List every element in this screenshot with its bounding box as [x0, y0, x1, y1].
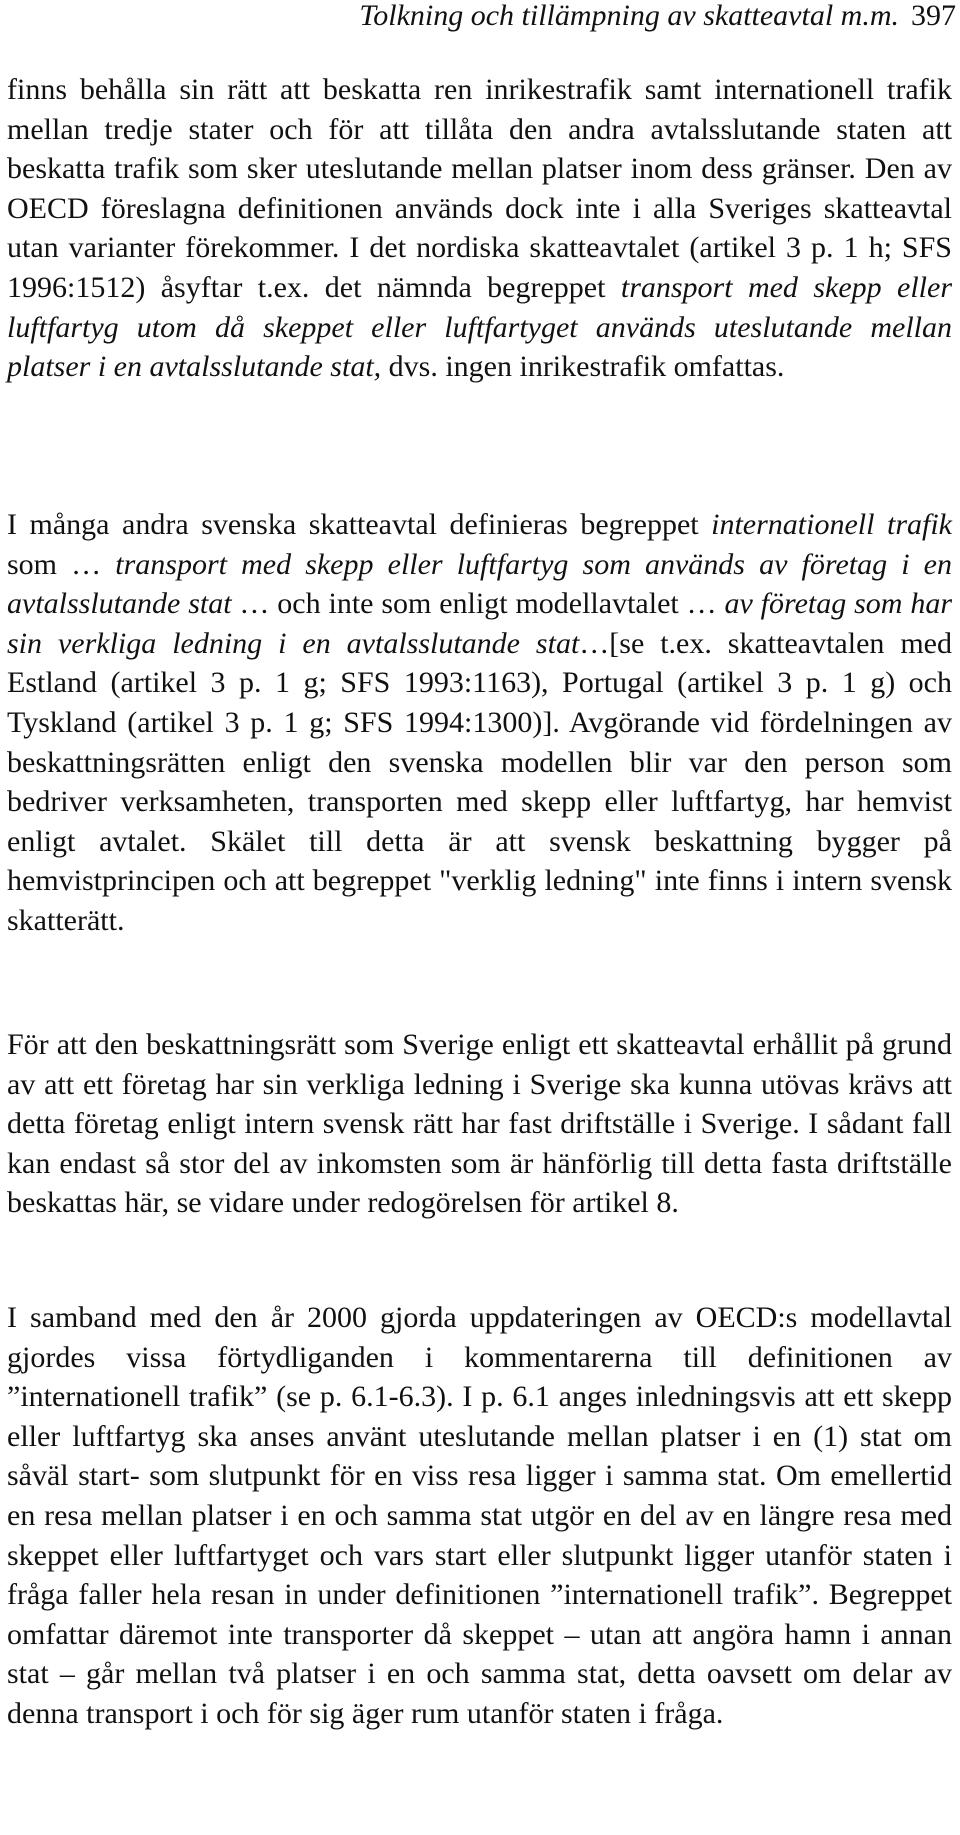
- text-run: som …: [7, 547, 116, 581]
- body-paragraph-3: [7, 1025, 952, 1223]
- running-title: Tolkning och tillämpning av skatteavtal m.m.: [359, 0, 899, 32]
- italic-text-run: transport med skepp eller luftfartyg som används av företag i en avtalsslutande stat: [7, 547, 952, 621]
- body-paragraph-2: [7, 505, 952, 941]
- text-run: För att den beskattningsrätt som Sverige enligt ett skatteavtal erhållit på grund av att ett företag har sin verkliga ledning i Sverige ska kunna utövas krävs att detta företag enligt intern svensk rätt har fast driftställe i Sverige. I sådant fall kan endast så stor del av inkomsten som är hänförlig till detta fasta driftställe beskattas här, se vidare under redogörelsen för artikel 8.: [7, 1028, 952, 1220]
- text-run: dvs. ingen inrikestrafik omfattas.: [381, 350, 785, 384]
- text-run: finns behålla sin rätt att beskatta ren inrikestrafik samt internationell trafik mellan tredje stater och för att tillåta den andra avtalsslutande staten att beskatta trafik som sker uteslutande mellan platser inom dess gränser. Den av OECD föreslagna definitionen används dock inte i alla Sveriges skatteavtal utan varianter förekommer. I det nordiska skatteavtalet (artikel 3 p. 1 h; SFS 1996:1512) åsyftar t.ex. det nämnda begreppet: [7, 73, 952, 304]
- page-number: 397: [911, 0, 956, 32]
- body-paragraph-1: [7, 70, 952, 387]
- body-paragraph-4: [7, 1298, 952, 1734]
- text-run: I många andra svenska skatteavtal definieras begreppet: [7, 508, 712, 541]
- text-run: I samband med den år 2000 gjorda uppdateringen av OECD:s modellavtal gjordes vissa förtydliganden i kommentarerna till definitionen av ”internationell trafik” (se p. 6.1-6.3). I p. 6.1 anges inledningsvis att ett skepp eller luftfartyg ska anses använt uteslutande mellan platser i en (1) stat om såväl start- som slutpunkt för en viss resa ligger i samma stat. Om emellertid en resa mellan platser i en och samma stat utgör en del av en längre resa med skeppet eller luftfartyget och vars start eller slutpunkt ligger utanför staten i fråga faller hela resan in under definitionen ”internationell trafik”. Begreppet omfattar däremot inte transporter då skeppet – utan att angöra hamn i annan stat – går mellan två platser i en och samma stat, detta oavsett om delar av denna transport i och för sig äger rum utanför staten i fråga.: [7, 1301, 952, 1730]
- italic-text-run: transport med skepp eller luftfartyg utom då skeppet eller luftfartyget används uteslutande mellan platser i en avtalsslutande stat,: [7, 270, 952, 384]
- running-header: [0, 0, 956, 32]
- text-run: …[se t.ex. skatteavtalen med Estland (artikel 3 p. 1 g; SFS 1993:1163), Portugal (artikel 3 p. 1 g) och Tyskland (artikel 3 p. 1 g; SFS 1994:1300)]. Avgörande vid fördelningen av beskattningsrätten enligt den svenska modellen blir var den person som bedriver verksamheten, transporten med skepp eller luftfartyg, har hemvist enligt avtalet. Skälet till detta är att svensk beskattning bygger på hemvistprincipen och att begreppet "verklig ledning" inte finns i intern svensk skatterätt.: [7, 626, 952, 937]
- italic-text-run: av företag som har sin verkliga ledning i en avtalsslutande stat: [7, 587, 952, 660]
- italic-text-run: internationell trafik: [711, 508, 952, 541]
- text-run: … och inte som enligt modellavtalet …: [231, 587, 725, 621]
